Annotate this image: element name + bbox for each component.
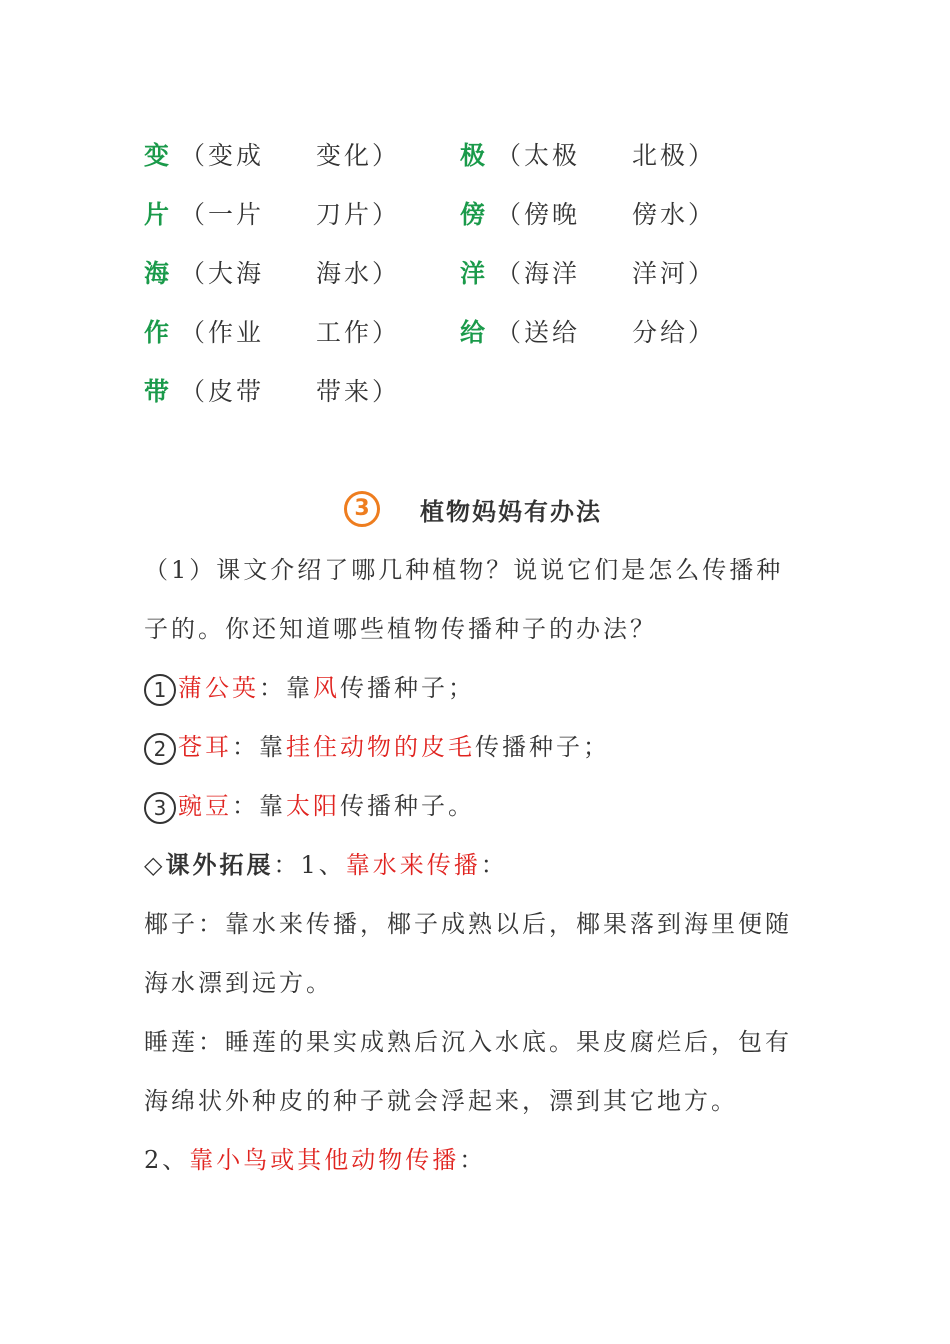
vocab-word-2: 带来） — [316, 377, 401, 406]
vocab-word-1: （大海 — [180, 259, 265, 288]
answer-tail: 传播种子。 — [340, 792, 475, 820]
vocab-word-1: （太极 — [496, 141, 581, 170]
vocab-char: 变 — [144, 141, 170, 170]
vocab-char: 极 — [460, 141, 486, 170]
waterlily-line-1: 睡莲：睡莲的果实成熟后沉入水底。果皮腐烂后，包有 — [144, 1028, 792, 1056]
item-title: 靠水来传播 — [345, 851, 481, 879]
vocab-word-2: 海水） — [316, 259, 401, 288]
vocab-char: 作 — [144, 318, 170, 347]
vocab-char: 片 — [144, 200, 170, 229]
section-number-badge: 3 — [344, 491, 380, 527]
vocab-word-2: 刀片） — [316, 200, 401, 229]
vocab-word-2: 变化） — [316, 141, 401, 170]
dispersal-method: 风 — [313, 674, 340, 702]
answer-sep: ：靠 — [232, 733, 286, 761]
extension-item-2 — [144, 1140, 486, 1180]
item-colon: ： — [459, 1146, 487, 1174]
extension-heading — [144, 845, 508, 885]
plant-name: 豌豆 — [178, 792, 232, 820]
item-number: 1、 — [300, 851, 346, 879]
vocab-row — [144, 132, 401, 180]
vocab-row — [144, 250, 401, 298]
vocab-word-2: 傍水） — [632, 200, 717, 229]
vocab-char: 带 — [144, 377, 170, 406]
vocab-row — [460, 132, 717, 180]
answer-item — [144, 668, 475, 708]
plant-name: 苍耳 — [178, 733, 232, 761]
extension-label: 课外拓展 — [165, 851, 274, 879]
vocab-row — [460, 309, 717, 357]
vocab-word-1: （皮带 — [180, 377, 265, 406]
answer-sep: ：靠 — [232, 792, 286, 820]
section-heading — [344, 486, 602, 532]
vocab-word-1: （海洋 — [496, 259, 581, 288]
question-line-1: （1）课文介绍了哪几种植物？说说它们是怎么传播种 — [144, 556, 784, 584]
vocab-char: 洋 — [460, 259, 486, 288]
item-number: 2、 — [144, 1146, 190, 1174]
vocab-row — [144, 191, 401, 239]
waterlily-line-2: 海绵状外种皮的种子就会浮起来，漂到其它地方。 — [144, 1087, 738, 1115]
vocab-row — [460, 191, 717, 239]
vocab-row — [144, 368, 401, 416]
coconut-line-1: 椰子：靠水来传播，椰子成熟以后，椰果落到海里便随 — [144, 910, 792, 938]
circled-number: 3 — [144, 792, 176, 824]
vocab-word-1: （作业 — [180, 318, 265, 347]
vocab-word-1: （送给 — [496, 318, 581, 347]
section-title: 植物妈妈有办法 — [420, 497, 602, 526]
coconut-line-2: 海水漂到远方。 — [144, 969, 333, 997]
plant-name: 蒲公英 — [178, 674, 259, 702]
answer-tail: 传播种子； — [340, 674, 475, 702]
vocab-word-2: 分给） — [632, 318, 717, 347]
vocab-char: 给 — [460, 318, 486, 347]
vocab-row — [460, 250, 717, 298]
item-colon: ： — [480, 851, 508, 879]
vocab-word-1: （傍晚 — [496, 200, 581, 229]
diamond-icon: ◇ — [144, 851, 166, 879]
question-line-2: 子的。你还知道哪些植物传播种子的办法？ — [144, 615, 657, 643]
vocab-word-2: 洋河） — [632, 259, 717, 288]
vocab-word-1: （变成 — [180, 141, 265, 170]
answer-tail: 传播种子； — [475, 733, 610, 761]
answer-item — [144, 727, 610, 767]
vocab-word-2: 工作） — [316, 318, 401, 347]
vocab-char: 傍 — [460, 200, 486, 229]
extension-colon: ： — [273, 851, 301, 879]
vocab-char: 海 — [144, 259, 170, 288]
vocab-word-1: （一片 — [180, 200, 265, 229]
vocab-row — [144, 309, 401, 357]
circled-number: 2 — [144, 733, 176, 765]
circled-number: 1 — [144, 674, 176, 706]
vocab-word-2: 北极） — [632, 141, 717, 170]
dispersal-method: 太阳 — [286, 792, 340, 820]
dispersal-method: 挂住动物的皮毛 — [286, 733, 475, 761]
answer-item — [144, 786, 475, 826]
item-title: 靠小鸟或其他动物传播 — [189, 1146, 460, 1174]
answer-sep: ：靠 — [259, 674, 313, 702]
